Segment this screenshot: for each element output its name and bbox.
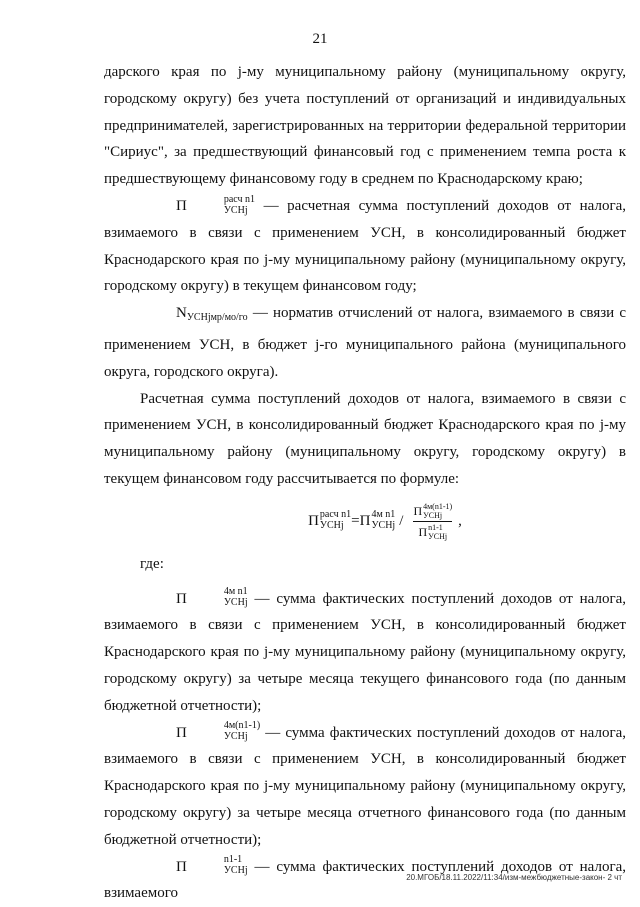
formula [104,493,626,551]
definition-4m-current: П 4м n1 УСНj — сумма фактических поступлений доходов от налога, взимаемого в связи с применением УСН, в консолидированный бюджет Краснодарского края по j-му муниципальному району (муниципальному округу, городскому округу) за четыре месяца текущего финансового года (по данным бюджетной отчетности); [104,586,626,714]
calc-paragraph: Расчетная сумма поступлений доходов от налога, взимаемого в связи с применением УСН, в консолидированный бюджет Краснодарского края по j-му муниципальному району (муниципальному округу, городскому округу) в текущем финансовом году рассчитывается по формуле: [104,390,626,487]
document-body [104,59,626,907]
page-number: 21 [312,31,328,47]
formula-equals: = [351,513,360,530]
intro-paragraph: дарского края по j-му муниципальному району (муниципальному округу, городскому округу) без учета поступлений от организаций и индивидуальных предпринимателей, зарегистрированных на территории федеральной территории "Сириус", за предшествующий финансовый год с применением темпа роста к предшествующему финансовому году в среднем по Краснодарскому краю; [104,64,626,188]
symbol-p-4m: П 4м n1 УСНj [176,586,248,609]
definition-4m-previous: П 4м(n1-1) УСНj — сумма фактических поступлений доходов от налога, взимаемого в связи с применением УСН, в консолидированный бюджет Краснодарского края по j-му муниципальному району (муниципальному округу, городскому округу) за четыре месяца отчетного финансового года (по данным бюджетной отчетности); [104,720,627,848]
definition-calc-sum: П расч n1 УСНj — расчетная сумма поступлений доходов от налога, взимаемого в связи с применением УСН, в консолидированный бюджет Краснодарского края по j-му муниципальному району (муниципальному округу, городскому округу) в текущем финансовом году; [104,193,627,295]
definition-prev-year: П n1-1 УСНj — сумма фактических поступлений доходов от налога, взимаемого [104,854,627,902]
formula-comma: , [458,513,462,530]
formula-fraction: П 4м(n1-1) УСНj П n1-1 УСНj [413,502,453,542]
where-label: где: [140,555,164,572]
symbol-n-norm: $N_{УСНjмр/мо/го}$ [176,305,248,324]
footer-stamp: 20.МГОБ/18.11.2022/11:34/изм-межбюджетные-закон- 2 чт [406,873,622,882]
formula-term-4m: П 4м n1 УСНj [359,508,396,531]
symbol-p-4m-prev: П 4м(n1-1) УСНj [176,720,261,743]
symbol-p-rasch: П расч n1 УСНj [176,193,256,216]
definition-norm: $N_{УСНjмр/мо/го}$ — норматив отчислений от налога, взимаемого в связи с применением УСН, в бюджет j-го муниципального района (муниципального округа, городского округа). [104,300,626,385]
formula-lhs: П расч n1 УСНj [308,508,352,531]
formula-slash: / [399,513,404,530]
symbol-p-prev-year: П n1-1 УСНj [176,854,248,877]
